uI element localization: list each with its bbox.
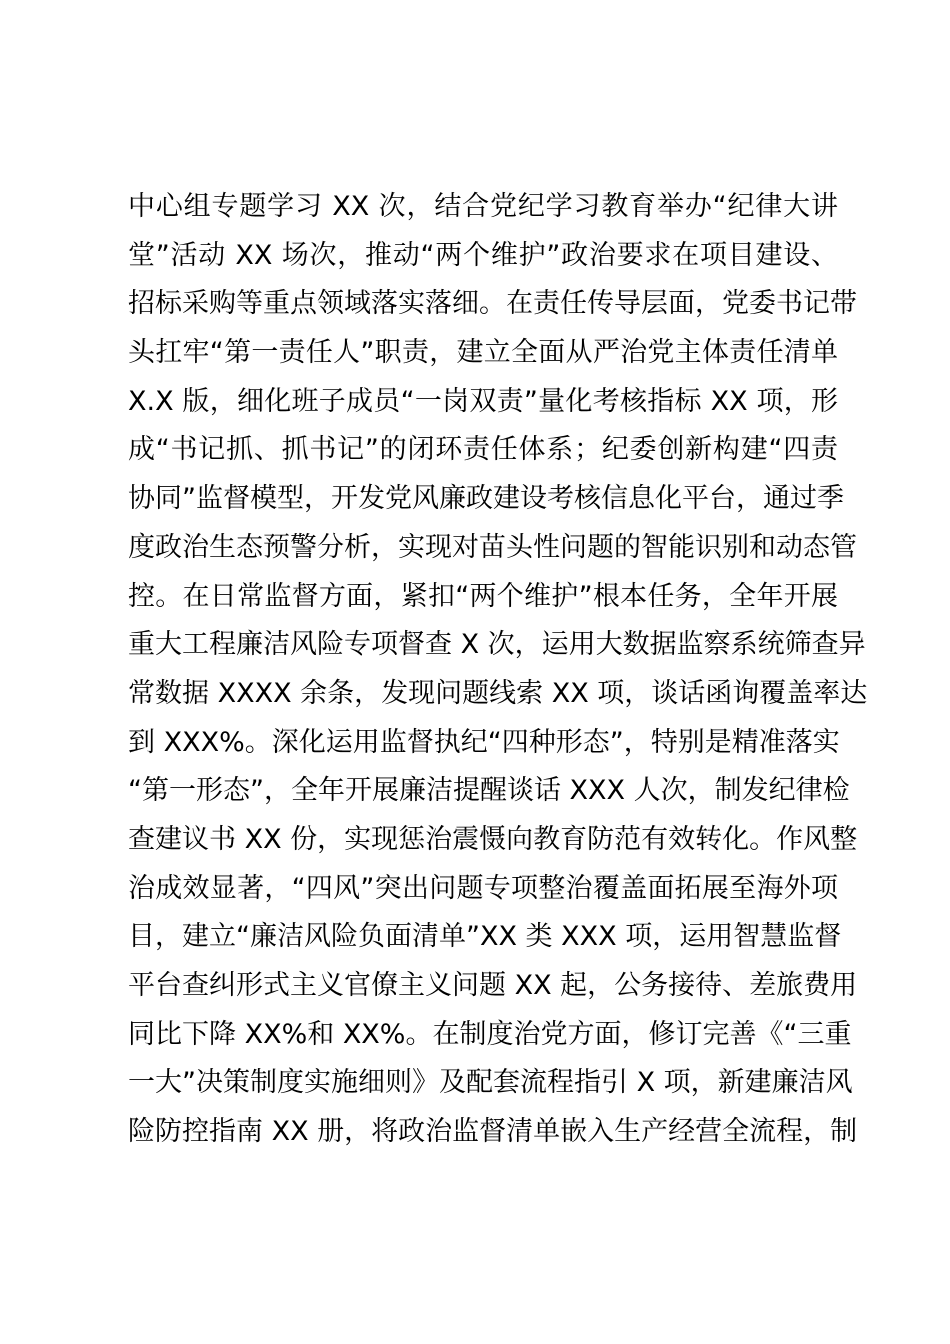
text-line-1: 中心组专题学习 XX 次，结合党纪学习教育举办“纪律大讲	[128, 191, 838, 222]
text-line-7: 协同”监督模型，开发党风廉政建设考核信息化平台，通过季	[128, 483, 844, 515]
text-line-3: 招标采购等重点领域落实落细。在责任传导层面，党委书记带	[128, 288, 857, 320]
text-line-14: 查建议书 XX 份，实现惩治震慑向教育防范有效转化。作风整	[128, 823, 858, 855]
text-line-5: X.X 版，细化班子成员“一岗双责”量化考核指标 XX 项，形	[128, 385, 838, 417]
text-line-19: 一大”决策制度实施细则》及配套流程指引 X 项，新建廉洁风	[128, 1067, 853, 1099]
text-line-13: “第一形态”，全年开展廉洁提醒谈话 XXX 人次，制发纪律检	[128, 775, 850, 807]
text-line-20: 险防控指南 XX 册，将政治监督清单嵌入生产经营全流程，制	[128, 1116, 858, 1148]
text-line-9: 控。在日常监督方面，紧扣“两个维护”根本任务，全年开展	[128, 580, 838, 612]
text-line-10: 重大工程廉洁风险专项督查 X 次，运用大数据监察系统筛查异	[128, 629, 866, 661]
text-line-16: 目，建立“廉洁风险负面清单”XX 类 XXX 项，运用智慧监督	[128, 921, 842, 953]
text-line-11: 常数据 XXXX 余条，发现问题线索 XX 项，谈话函询覆盖率达	[128, 677, 868, 709]
text-line-18: 同比下降 XX%和 XX%。在制度治党方面，修订完善《“三重	[128, 1018, 852, 1050]
text-line-8: 度政治生态预警分析，实现对苗头性问题的智能识别和动态管	[128, 531, 857, 563]
text-line-15: 治成效显著，“四风”突出问题专项整治覆盖面拓展至海外项	[128, 872, 838, 904]
body-paragraph	[128, 183, 868, 1157]
text-line-12: 到 XXX%。深化运用监督执纪“四种形态”，特别是精准落实	[128, 726, 840, 758]
text-line-2: 堂”活动 XX 场次，推动“两个维护”政治要求在项目建设、	[128, 239, 838, 271]
text-line-4: 头扛牢“第一责任人”职责，建立全面从严治党主体责任清单	[128, 337, 838, 369]
text-line-6: 成“书记抓、抓书记”的闭环责任体系；纪委创新构建“四责	[128, 434, 838, 466]
text-line-17: 平台查纠形式主义官僚主义问题 XX 起，公务接待、差旅费用	[128, 970, 858, 1001]
